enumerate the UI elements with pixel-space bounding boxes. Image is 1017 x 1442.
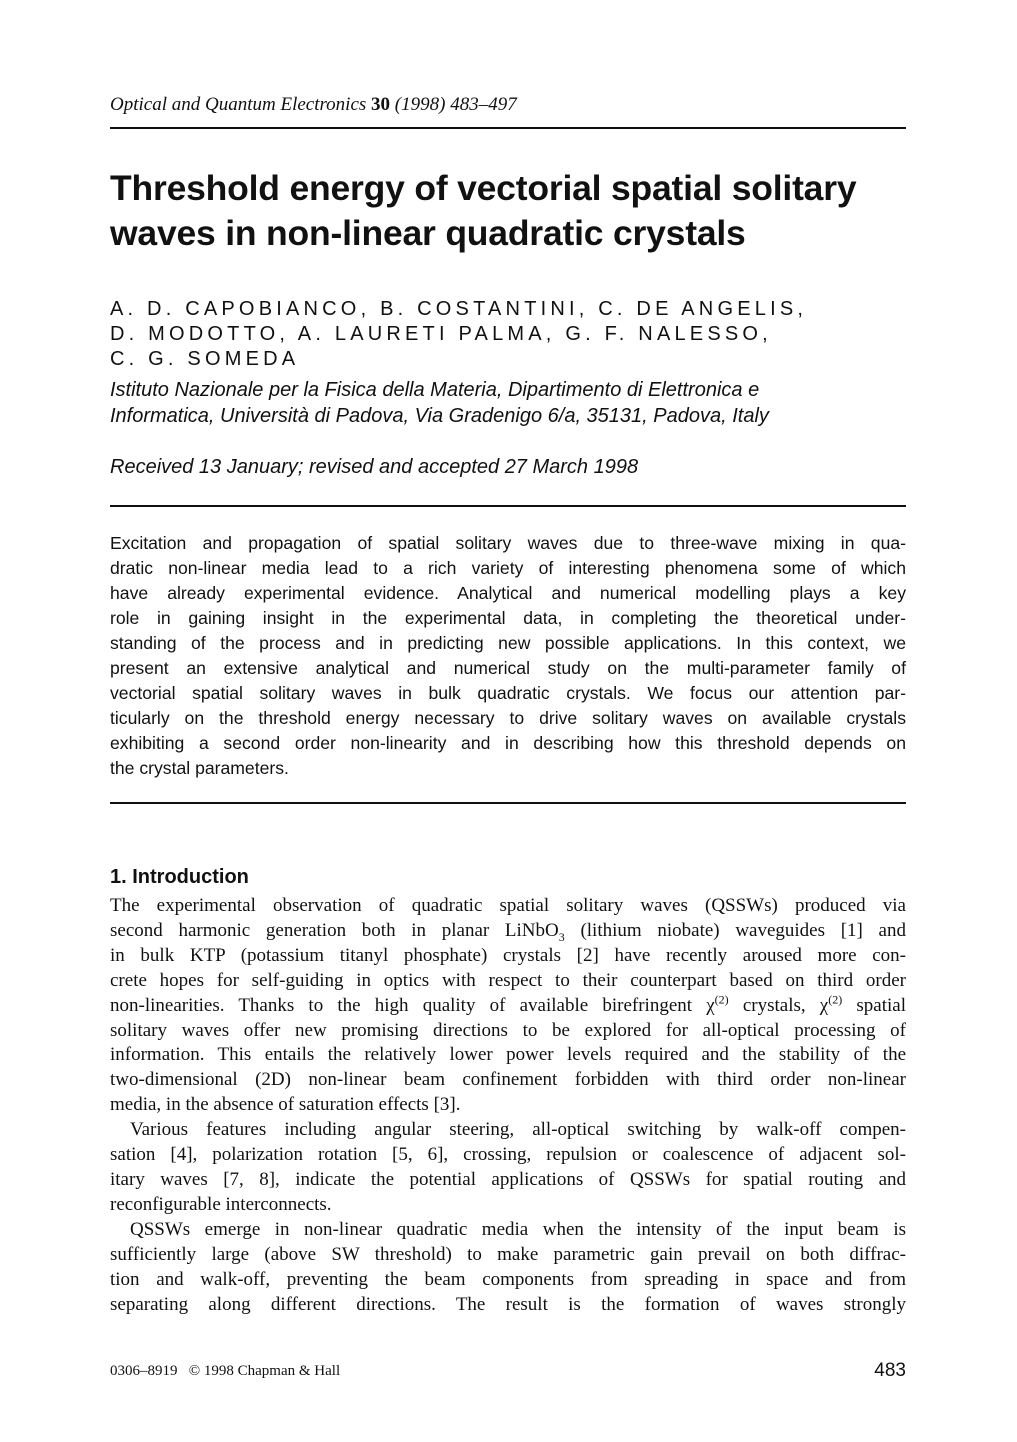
body-line: QSSWs emerge in non-linear quadratic media when the intensity of the input beam is <box>130 1218 906 1240</box>
affiliation-line: Istituto Nazionale per la Fisica della Materia, Dipartimento di Elettronica e <box>110 379 760 401</box>
body-line: crete hopes for self-guiding in optics with respect to their counterpart based on third order <box>110 969 906 991</box>
journal-volume: 30 <box>371 94 391 115</box>
copyright-text: © 1998 Chapman & Hall <box>188 1363 341 1379</box>
journal-citation <box>110 94 517 116</box>
body-line: tion and walk-off, preventing the beam components from spreading in space and from <box>110 1268 906 1290</box>
body-line: media, in the absence of saturation effects [3]. <box>110 1094 461 1116</box>
body-line: sufficiently large (above SW threshold) to make parametric gain prevail on both diffrac- <box>110 1243 906 1265</box>
title-line: Threshold energy of vectorial spatial solitary <box>110 168 857 208</box>
abstract-line: ticularly on the threshold energy necessary to drive solitary waves on available crystals <box>110 708 906 728</box>
abstract-line: exhibiting a second order non-linearity and in describing how this threshold depends on <box>110 733 906 753</box>
abstract-line: standing of the process and in predicting new possible applications. In this context, we <box>110 633 906 653</box>
abstract-line: Excitation and propagation of spatial solitary waves due to three-wave mixing in qua- <box>110 533 906 553</box>
affiliation <box>110 377 769 429</box>
abstract-line: present an extensive analytical and numerical study on the multi-parameter family of <box>110 658 906 678</box>
author-line: A. D. CAPOBIANCO, B. COSTANTINI, C. DE ANGELIS, <box>110 298 808 320</box>
title-line: waves in non-linear quadratic crystals <box>110 213 746 253</box>
body-line: information. This entails the relatively lower power levels required and the stability of the <box>110 1044 906 1066</box>
body-line: reconfigurable interconnects. <box>110 1193 332 1215</box>
affiliation-line: Informatica, Università di Padova, Via Gradenigo 6/a, 35131, Padova, Italy <box>110 405 769 427</box>
body-line: second harmonic generation both in planar LiNbO$_3$ (lithium niobate) waveguides [1] and <box>110 919 906 944</box>
body-line: sation [4], polarization rotation [5, 6], crossing, repulsion or coalescence of adjacent sol- <box>110 1144 906 1166</box>
body-line: in bulk KTP (potassium titanyl phosphate) crystals [2] have recently aroused more con- <box>110 944 906 966</box>
author-line: D. MODOTTO, A. LAURETI PALMA, G. F. NALESSO, <box>110 323 772 345</box>
author-list <box>110 297 807 372</box>
body-line: non-linearities. Thanks to the high quality of available birefringent $\chi^{(2)}$ crystals, $\chi^{(2)}$ spatial <box>110 992 906 1016</box>
journal-name: Optical and Quantum Electronics <box>110 94 367 115</box>
body-text <box>110 894 906 1317</box>
abstract-bottom-rule <box>110 802 906 804</box>
abstract-line: role in gaining insight in the experimental data, in completing the theoretical under- <box>110 608 906 628</box>
abstract-top-rule <box>110 505 906 507</box>
received-date: Received 13 January; revised and accepted 27 March 1998 <box>110 456 639 478</box>
header-rule <box>110 127 906 129</box>
body-line: two-dimensional (2D) non-linear beam confinement forbidden with third order non-linear <box>110 1069 906 1091</box>
abstract-line: dratic non-linear media lead to a rich variety of interesting phenomena some of which <box>110 558 906 578</box>
abstract-line: vectorial spatial solitary waves in bulk quadratic crystals. We focus our attention par- <box>110 683 906 703</box>
footer-copyright <box>110 1363 340 1380</box>
body-line: The experimental observation of quadratic spatial solitary waves (QSSWs) produced via <box>110 895 906 916</box>
abstract-line: have already experimental evidence. Analytical and numerical modelling plays a key <box>110 583 906 603</box>
journal-pages: (1998) 483–497 <box>394 94 517 115</box>
paper-title <box>110 166 910 256</box>
body-line: Various features including angular steering, all-optical switching by walk-off compen- <box>130 1119 906 1141</box>
body-line: solitary waves offer new promising directions to be explored for all-optical processing of <box>110 1019 906 1041</box>
body-line: itary waves [7, 8], indicate the potential applications of QSSWs for spatial routing and <box>110 1168 906 1190</box>
section-heading: 1. Introduction <box>110 866 249 888</box>
issn: 0306–8919 <box>110 1363 178 1379</box>
author-line: C. G. SOMEDA <box>110 348 300 370</box>
page-number: 483 <box>874 1360 906 1381</box>
body-line: separating along different directions. The result is the formation of waves strongly <box>110 1293 906 1315</box>
abstract-line: the crystal parameters. <box>110 758 289 778</box>
abstract <box>110 531 906 781</box>
